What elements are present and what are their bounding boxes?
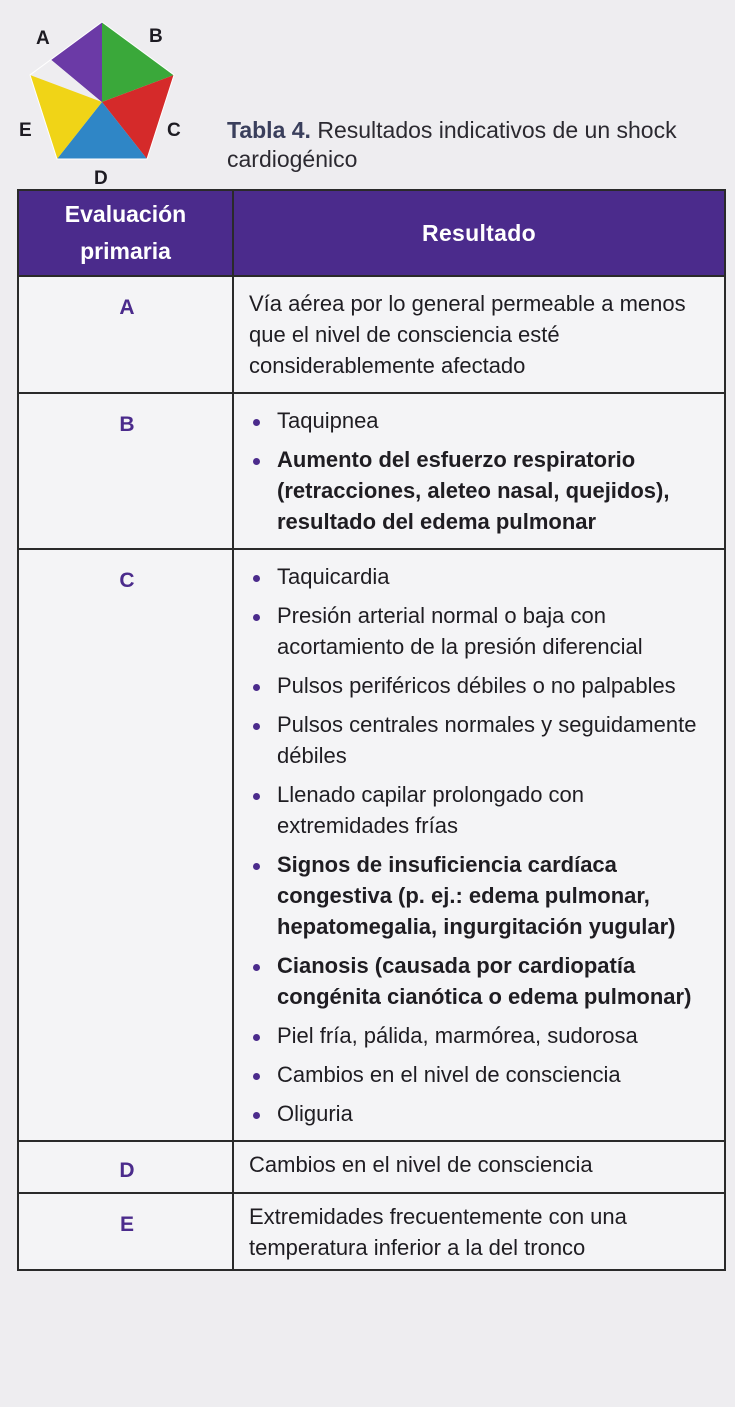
bullet-icon: [253, 863, 260, 870]
header-primary-evaluation: Evaluación primaria: [18, 190, 233, 276]
table-row-e: [18, 1193, 725, 1270]
list-item-text: Taquipnea: [277, 408, 379, 433]
table-row-a: [18, 276, 725, 393]
list-item: [249, 561, 712, 592]
bullet-icon: [253, 723, 260, 730]
list-item: [249, 709, 712, 771]
caption-label: Tabla 4.: [227, 117, 311, 143]
row-result-d: [233, 1141, 725, 1193]
list-item: [249, 1059, 712, 1090]
table-header-row: [18, 190, 725, 276]
bullet-icon: [253, 419, 260, 426]
row-e-text: Extremidades frecuentemente con una temperatura inferior a la del tronco: [249, 1204, 627, 1260]
bullet-icon: [253, 684, 260, 691]
row-result-e: [233, 1193, 725, 1270]
list-item: [249, 600, 712, 662]
row-key-e: E: [18, 1193, 233, 1270]
list-item-text: Cianosis (causada por cardiopatía congénita cianótica o edema pulmonar): [277, 953, 692, 1009]
bullet-icon: [253, 964, 260, 971]
list-item-text: Pulsos centrales normales y seguidamente débiles: [277, 712, 697, 768]
list-item-text: Oliguria: [277, 1101, 353, 1126]
pentagon-label-e: E: [19, 120, 32, 141]
row-a-text: Vía aérea por lo general permeable a menos que el nivel de consciencia esté considerablemente afectado: [249, 291, 686, 378]
row-result-c: [233, 549, 725, 1141]
row-result-a: [233, 276, 725, 393]
table-row-b: [18, 393, 725, 549]
list-item-text: Taquicardia: [277, 564, 390, 589]
bullet-icon: [253, 1112, 260, 1119]
row-key-a: A: [18, 276, 233, 393]
row-b-list: [249, 405, 712, 537]
bullet-icon: [253, 614, 260, 621]
row-d-text: Cambios en el nivel de consciencia: [249, 1152, 593, 1177]
row-c-list: [249, 561, 712, 1129]
abcde-pentagon-icon: [12, 12, 202, 192]
row-result-b: [233, 393, 725, 549]
bullet-icon: [253, 1034, 260, 1041]
pentagon-label-a: A: [36, 28, 50, 49]
table-row-c: [18, 549, 725, 1141]
bullet-icon: [253, 793, 260, 800]
list-item-text: Cambios en el nivel de consciencia: [277, 1062, 621, 1087]
list-item: [249, 1020, 712, 1051]
list-item-text: Presión arterial normal o baja con acortamiento de la presión diferencial: [277, 603, 643, 659]
row-key-c: C: [18, 549, 233, 1141]
header-result: Resultado: [233, 190, 725, 276]
list-item: [249, 950, 712, 1012]
list-item: [249, 405, 712, 436]
list-item: [249, 779, 712, 841]
bullet-icon: [253, 1073, 260, 1080]
row-key-b: B: [18, 393, 233, 549]
caption-text: Resultados indicativos de un shock cardiogénico: [227, 117, 677, 172]
list-item: [249, 849, 712, 942]
pentagon-label-d: D: [94, 168, 108, 189]
list-item: [249, 670, 712, 701]
list-item-text: Llenado capilar prolongado con extremidades frías: [277, 782, 585, 838]
bullet-icon: [253, 458, 260, 465]
results-table: [17, 189, 726, 1271]
list-item-text: Pulsos periféricos débiles o no palpables: [277, 673, 676, 698]
list-item-text: Piel fría, pálida, marmórea, sudorosa: [277, 1023, 638, 1048]
list-item: [249, 1098, 712, 1129]
row-key-d: D: [18, 1141, 233, 1193]
table-row-d: [18, 1141, 725, 1193]
bullet-icon: [253, 575, 260, 582]
list-item-text: Signos de insuficiencia cardíaca congestiva (p. ej.: edema pulmonar, hepatomegalia, ingurgitación yugular): [277, 852, 676, 939]
pentagon-label-b: B: [149, 26, 163, 47]
list-item-text: Aumento del esfuerzo respiratorio (retracciones, aleteo nasal, quejidos), resultado del edema pulmonar: [277, 447, 670, 534]
table-caption: [227, 116, 717, 174]
list-item: [249, 444, 712, 537]
pentagon-label-c: C: [167, 120, 181, 141]
